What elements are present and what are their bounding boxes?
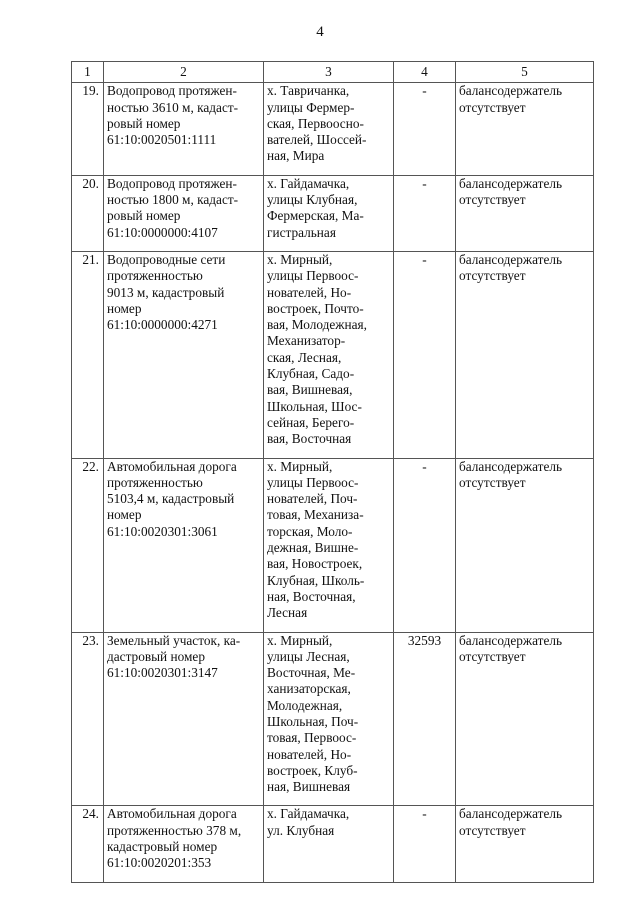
cell-line: протяженностью [107, 268, 203, 284]
cell-line: дастровый номер [107, 648, 205, 664]
cell-line: Земельный участок, ка- [107, 632, 241, 648]
cell-line: балансодержатель [459, 83, 563, 99]
cell-line: вая, Новостроек, [267, 556, 363, 572]
cell-line: Фермерская, Ма- [267, 208, 364, 224]
header-cell: 4 [394, 62, 456, 83]
cell-line: Водопроводные сети [107, 251, 226, 267]
cell-line: 5103,4 м, кадастровый [107, 491, 235, 507]
cell-line: х. Гайдамачка, [267, 806, 350, 822]
cell-line: балансодержатель [459, 458, 563, 474]
cell-line: нователей, Поч- [267, 491, 358, 507]
cell-line: Механизатор- [267, 333, 346, 349]
header-cell: 2 [104, 62, 264, 83]
cell-line: Клубная, Школь- [267, 572, 365, 588]
address-cell [264, 83, 394, 175]
cell-line: Водопровод протяжен- [107, 83, 237, 99]
area-cell: - [394, 251, 456, 458]
cell-line: нователей, Но- [267, 746, 352, 762]
row-number-cell: 20. [72, 175, 104, 251]
cell-line: балансодержатель [459, 175, 563, 191]
cell-line: балансодержатель [459, 806, 563, 822]
table-row [72, 806, 594, 882]
cell-line: отсутствует [459, 648, 526, 664]
address-cell [264, 458, 394, 632]
cell-line: 61:10:0020501:1111 [107, 132, 217, 148]
table-row [72, 632, 594, 806]
balance-holder-cell [456, 175, 594, 251]
cell-line: ул. Клубная [267, 822, 335, 838]
address-cell [264, 632, 394, 806]
property-table [71, 61, 594, 883]
cell-line: 9013 м, кадастровый [107, 284, 225, 300]
cell-line: Молодежная, [267, 697, 343, 713]
page-number: 4 [316, 24, 324, 40]
cell-line: протяженностью [107, 474, 203, 490]
cell-line: вателей, Шоссей- [267, 132, 367, 148]
table-row [72, 458, 594, 632]
object-name-cell [104, 458, 264, 632]
cell-line: ровый номер [107, 208, 181, 224]
cell-line: вострoек, Клуб- [267, 762, 358, 778]
cell-line: ханизаторская, [267, 681, 351, 697]
cell-line: Восточная, Ме- [267, 665, 356, 681]
cell-line: Автомобильная дорога [107, 806, 237, 822]
area-cell: - [394, 175, 456, 251]
cell-line: Автомобильная дорога [107, 458, 237, 474]
cell-line: протяженностью 378 м, [107, 822, 242, 838]
cell-line: ностью 1800 м, кадаст- [107, 192, 239, 208]
table-row [72, 83, 594, 175]
cell-line: сейная, Берего- [267, 414, 355, 430]
table-header-row [72, 62, 594, 83]
cell-line: вая, Молодежная, [267, 317, 367, 333]
cell-line: товая, Первоос- [267, 730, 357, 746]
object-name-cell [104, 175, 264, 251]
cell-line: отсутствует [459, 474, 526, 490]
header-cell: 5 [456, 62, 594, 83]
cell-line: вая, Восточная [267, 431, 352, 447]
address-cell [264, 175, 394, 251]
cell-line: дежная, Вишне- [267, 540, 359, 556]
balance-holder-cell [456, 458, 594, 632]
object-name-cell [104, 806, 264, 882]
row-number-cell: 24. [72, 806, 104, 882]
cell-line: торская, Моло- [267, 523, 353, 539]
cell-line: вая, Вишневая, [267, 382, 353, 398]
cell-line: улицы Фермер- [267, 99, 355, 115]
header-cell: 1 [72, 62, 104, 83]
cell-line: улицы Первоос- [267, 474, 359, 490]
area-cell: - [394, 458, 456, 632]
cell-line: ровый номер [107, 115, 181, 131]
cell-line: ная, Вишневая [267, 779, 351, 795]
cell-line: х. Гайдамачка, [267, 175, 350, 191]
cell-line: номер [107, 300, 142, 316]
cell-line: нователей, Но- [267, 284, 352, 300]
cell-line: х. Мирный, [267, 251, 333, 267]
area-cell: - [394, 83, 456, 175]
header-cell: 3 [264, 62, 394, 83]
cell-line: улицы Лесная, [267, 648, 350, 664]
cell-line: отсутствует [459, 822, 526, 838]
address-cell [264, 806, 394, 882]
cell-line: ская, Лесная, [267, 349, 342, 365]
cell-line: 61:10:0020301:3147 [107, 665, 218, 681]
object-name-cell [104, 632, 264, 806]
cell-line: Клубная, Садо- [267, 366, 355, 382]
cell-line: улицы Первоос- [267, 268, 359, 284]
cell-line: Водопровод протяжен- [107, 175, 237, 191]
object-name-cell [104, 83, 264, 175]
table-row [72, 175, 594, 251]
row-number-cell: 21. [72, 251, 104, 458]
cell-line: улицы Клубная, [267, 192, 358, 208]
area-cell: 32593 [394, 632, 456, 806]
cell-line: 61:10:0000000:4107 [107, 224, 218, 240]
cell-line: товая, Механиза- [267, 507, 364, 523]
cell-line: отсутствует [459, 268, 526, 284]
cell-line: номер [107, 507, 142, 523]
cell-line: отсутствует [459, 99, 526, 115]
address-cell [264, 251, 394, 458]
cell-line: балансодержатель [459, 251, 563, 267]
row-number-cell: 23. [72, 632, 104, 806]
cell-line: ностью 3610 м, кадаст- [107, 99, 239, 115]
balance-holder-cell [456, 632, 594, 806]
cell-line: отсутствует [459, 192, 526, 208]
cell-line: х. Мирный, [267, 632, 333, 648]
balance-holder-cell [456, 251, 594, 458]
cell-line: х. Тавричанка, [267, 83, 350, 99]
cell-line: 61:10:0000000:4271 [107, 317, 218, 333]
cell-line: Школьная, Шос- [267, 398, 362, 414]
cell-line: 61:10:0020201:353 [107, 855, 212, 871]
cell-line: ная, Восточная, [267, 588, 356, 604]
cell-line: кадастровый номер [107, 839, 218, 855]
cell-line: балансодержатель [459, 632, 563, 648]
row-number-cell: 22. [72, 458, 104, 632]
cell-line: вострoек, Почто- [267, 300, 364, 316]
cell-line: ная, Мира [267, 148, 325, 164]
cell-line: Лесная [267, 605, 308, 621]
balance-holder-cell [456, 83, 594, 175]
cell-line: гистральная [267, 224, 336, 240]
cell-line: х. Мирный, [267, 458, 333, 474]
cell-line: Школьная, Поч- [267, 713, 359, 729]
cell-line: ская, Первоосно- [267, 115, 364, 131]
cell-line: 61:10:0020301:3061 [107, 523, 218, 539]
object-name-cell [104, 251, 264, 458]
row-number-cell: 19. [72, 83, 104, 175]
area-cell: - [394, 806, 456, 882]
balance-holder-cell [456, 806, 594, 882]
table-row [72, 251, 594, 458]
